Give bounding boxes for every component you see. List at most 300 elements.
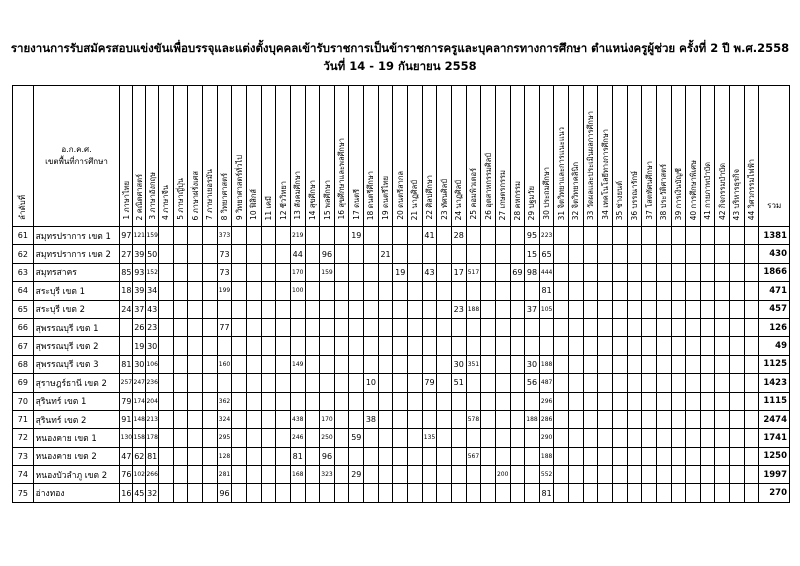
value-cell (598, 466, 613, 484)
value-cell: 578 (466, 410, 481, 428)
value-cell (320, 392, 335, 410)
value-cell (188, 447, 203, 465)
value-cell (715, 245, 730, 263)
value-cell (671, 392, 686, 410)
value-cell (349, 282, 364, 300)
value-cell (466, 282, 481, 300)
value-cell (700, 484, 715, 502)
value-cell (613, 263, 628, 281)
value-cell (437, 300, 452, 318)
value-cell: 290 (539, 429, 554, 447)
value-cell (320, 374, 335, 392)
header-area-line1: อ.ก.ค.ศ. (61, 145, 92, 154)
value-cell (481, 447, 496, 465)
value-cell (290, 484, 305, 502)
applicant-table (12, 85, 790, 503)
value-cell (642, 282, 657, 300)
value-cell: 159 (320, 263, 335, 281)
value-cell (451, 318, 466, 336)
value-cell (305, 466, 320, 484)
value-cell (700, 429, 715, 447)
row-number: 67 (13, 337, 34, 355)
value-cell (261, 410, 276, 428)
value-cell: 296 (539, 392, 554, 410)
value-cell (232, 318, 247, 336)
value-cell (730, 282, 745, 300)
value-cell: 79 (422, 374, 437, 392)
value-cell: 81 (539, 282, 554, 300)
value-cell: 23 (451, 300, 466, 318)
value-cell (554, 429, 569, 447)
value-cell (686, 484, 701, 502)
value-cell (730, 245, 745, 263)
value-cell (261, 447, 276, 465)
value-cell (451, 410, 466, 428)
value-cell (334, 355, 349, 373)
value-cell (495, 245, 510, 263)
value-cell (656, 282, 671, 300)
value-cell (744, 374, 759, 392)
value-cell: 81 (146, 447, 159, 465)
value-cell (510, 227, 525, 245)
value-cell (173, 392, 188, 410)
subject-header: 17 ดนตรี (349, 86, 364, 227)
value-cell (320, 337, 335, 355)
value-cell: 149 (290, 355, 305, 373)
value-cell (686, 410, 701, 428)
value-cell (642, 410, 657, 428)
value-cell (246, 392, 261, 410)
value-cell (583, 318, 598, 336)
row-number: 70 (13, 392, 34, 410)
value-cell: 18 (120, 282, 133, 300)
value-cell: 148 (133, 410, 146, 428)
subject-header: 44 วิศวกรรมไฟฟ้า (744, 86, 759, 227)
table-row (13, 245, 790, 263)
value-cell: 41 (422, 227, 437, 245)
area-name: หนองบัวลำภู เขต 2 (33, 466, 120, 484)
area-name: สระบุรี เขต 2 (33, 300, 120, 318)
value-cell: 170 (320, 410, 335, 428)
value-cell: 135 (422, 429, 437, 447)
value-cell (495, 374, 510, 392)
value-cell (554, 300, 569, 318)
value-cell (408, 282, 423, 300)
value-cell (730, 263, 745, 281)
value-cell (334, 447, 349, 465)
value-cell (583, 410, 598, 428)
value-cell (583, 282, 598, 300)
subject-header: 33 วัดผลและประเมินผลการศึกษา (583, 86, 598, 227)
area-name: สมุทรสาคร (33, 263, 120, 281)
header-total: รวม (759, 86, 790, 227)
value-cell (671, 484, 686, 502)
value-cell (481, 374, 496, 392)
row-total: 430 (759, 245, 790, 263)
value-cell (276, 318, 291, 336)
value-cell (261, 466, 276, 484)
value-cell (539, 337, 554, 355)
subject-header: 16 สุขศึกษาและพลศึกษา (334, 86, 349, 227)
row-total: 1741 (759, 429, 790, 447)
value-cell (203, 282, 218, 300)
value-cell (173, 410, 188, 428)
value-cell (408, 227, 423, 245)
value-cell (393, 318, 408, 336)
value-cell (730, 392, 745, 410)
value-cell (393, 374, 408, 392)
value-cell (627, 410, 642, 428)
value-cell (349, 263, 364, 281)
value-cell (744, 282, 759, 300)
value-cell (349, 337, 364, 355)
value-cell (642, 318, 657, 336)
subject-header: 19 ดนตรีไทย (378, 86, 393, 227)
value-cell (686, 429, 701, 447)
subject-header: 6 ภาษาฝรั่งเศส (188, 86, 203, 227)
value-cell: 323 (320, 466, 335, 484)
value-cell (232, 245, 247, 263)
subject-header: 13 สังคมศึกษา (290, 86, 305, 227)
value-cell (408, 374, 423, 392)
header-index: ลำดับที่ (13, 86, 34, 227)
value-cell (451, 282, 466, 300)
value-cell (642, 263, 657, 281)
value-cell (334, 484, 349, 502)
value-cell (203, 300, 218, 318)
subject-header: 1 ภาษาไทย (120, 86, 133, 227)
value-cell (334, 337, 349, 355)
value-cell (569, 410, 584, 428)
value-cell (525, 484, 540, 502)
value-cell (671, 374, 686, 392)
value-cell (188, 466, 203, 484)
value-cell (613, 337, 628, 355)
value-cell (217, 300, 232, 318)
value-cell (203, 355, 218, 373)
value-cell: 81 (539, 484, 554, 502)
row-total: 457 (759, 300, 790, 318)
value-cell: 62 (133, 447, 146, 465)
value-cell (188, 227, 203, 245)
value-cell (393, 392, 408, 410)
value-cell (495, 429, 510, 447)
value-cell (203, 466, 218, 484)
value-cell (349, 410, 364, 428)
value-cell (246, 484, 261, 502)
subject-header: 9 วิทยาศาสตร์ทั่วไป (232, 86, 247, 227)
value-cell (744, 300, 759, 318)
value-cell (364, 392, 379, 410)
value-cell (744, 245, 759, 263)
subject-header: 35 ช่างยนต์ (613, 86, 628, 227)
value-cell: 39 (133, 282, 146, 300)
value-cell: 152 (146, 263, 159, 281)
subject-header: 25 คอมพิวเตอร์ (466, 86, 481, 227)
value-cell (188, 337, 203, 355)
value-cell (173, 318, 188, 336)
value-cell (159, 447, 174, 465)
value-cell (261, 263, 276, 281)
value-cell: 27 (120, 245, 133, 263)
value-cell (569, 337, 584, 355)
value-cell (715, 355, 730, 373)
value-cell (437, 392, 452, 410)
value-cell: 121 (133, 227, 146, 245)
value-cell (656, 392, 671, 410)
value-cell (159, 466, 174, 484)
value-cell (481, 318, 496, 336)
value-cell: 73 (217, 263, 232, 281)
value-cell (437, 429, 452, 447)
subject-header: 21 นาฏศิลป์ (408, 86, 423, 227)
row-number: 69 (13, 374, 34, 392)
value-cell (656, 429, 671, 447)
value-cell (422, 410, 437, 428)
value-cell (422, 392, 437, 410)
value-cell (583, 429, 598, 447)
value-cell: 91 (120, 410, 133, 428)
subject-header: 28 คหกรรม (510, 86, 525, 227)
value-cell (525, 447, 540, 465)
value-cell (378, 227, 393, 245)
table-row (13, 410, 790, 428)
value-cell: 21 (378, 245, 393, 263)
value-cell (686, 227, 701, 245)
row-number: 61 (13, 227, 34, 245)
subject-header: 18 ดนตรีศึกษา (364, 86, 379, 227)
value-cell (246, 410, 261, 428)
report-date: วันที่ 14 - 19 กันยายน 2558 (323, 59, 477, 73)
value-cell (598, 318, 613, 336)
subject-header: 23 ทัศนศิลป์ (437, 86, 452, 227)
value-cell (276, 245, 291, 263)
value-cell (276, 410, 291, 428)
value-cell (613, 227, 628, 245)
value-cell (364, 245, 379, 263)
value-cell (715, 484, 730, 502)
value-cell (481, 263, 496, 281)
value-cell (671, 337, 686, 355)
value-cell (495, 410, 510, 428)
value-cell (613, 466, 628, 484)
value-cell (378, 447, 393, 465)
value-cell: 105 (539, 300, 554, 318)
value-cell (188, 263, 203, 281)
header-area (33, 86, 120, 227)
value-cell (232, 227, 247, 245)
subject-header: 40 การศึกษาพิเศษ (686, 86, 701, 227)
value-cell (276, 392, 291, 410)
table-row (13, 227, 790, 245)
value-cell (510, 466, 525, 484)
value-cell (715, 337, 730, 355)
value-cell (700, 282, 715, 300)
value-cell (481, 484, 496, 502)
value-cell (730, 337, 745, 355)
value-cell (261, 355, 276, 373)
value-cell (700, 300, 715, 318)
value-cell (188, 245, 203, 263)
subject-header: 37 โสตทัศนศึกษา (642, 86, 657, 227)
value-cell (437, 337, 452, 355)
value-cell (203, 429, 218, 447)
value-cell: 26 (133, 318, 146, 336)
value-cell (686, 355, 701, 373)
value-cell (627, 392, 642, 410)
value-cell: 19 (349, 227, 364, 245)
value-cell: 76 (120, 466, 133, 484)
value-cell: 96 (320, 447, 335, 465)
value-cell (744, 410, 759, 428)
value-cell: 223 (539, 227, 554, 245)
value-cell (656, 410, 671, 428)
subject-header: 32 จิตวิทยาคลินิก (569, 86, 584, 227)
value-cell (188, 355, 203, 373)
value-cell (276, 227, 291, 245)
value-cell (203, 263, 218, 281)
value-cell (334, 300, 349, 318)
value-cell (393, 447, 408, 465)
value-cell (730, 466, 745, 484)
value-cell (159, 429, 174, 447)
value-cell (246, 466, 261, 484)
value-cell (173, 355, 188, 373)
value-cell (334, 318, 349, 336)
value-cell (510, 392, 525, 410)
value-cell (276, 355, 291, 373)
value-cell (261, 484, 276, 502)
value-cell (642, 392, 657, 410)
value-cell (671, 447, 686, 465)
value-cell: 130 (120, 429, 133, 447)
area-name: สมุทรปราการ เขต 2 (33, 245, 120, 263)
value-cell (642, 355, 657, 373)
value-cell (159, 392, 174, 410)
value-cell (261, 318, 276, 336)
value-cell: 517 (466, 263, 481, 281)
value-cell: 56 (525, 374, 540, 392)
area-name: สุราษฎร์ธานี เขต 2 (33, 374, 120, 392)
value-cell (569, 318, 584, 336)
value-cell (173, 227, 188, 245)
value-cell: 158 (133, 429, 146, 447)
area-name: สมุทรปราการ เขต 1 (33, 227, 120, 245)
value-cell (290, 300, 305, 318)
value-cell (320, 484, 335, 502)
value-cell: 236 (146, 374, 159, 392)
value-cell (510, 300, 525, 318)
value-cell (290, 392, 305, 410)
value-cell: 23 (146, 318, 159, 336)
value-cell (451, 429, 466, 447)
value-cell: 96 (217, 484, 232, 502)
value-cell: 188 (466, 300, 481, 318)
row-total: 1423 (759, 374, 790, 392)
value-cell (583, 447, 598, 465)
value-cell (437, 282, 452, 300)
value-cell (744, 227, 759, 245)
value-cell: 39 (133, 245, 146, 263)
value-cell (495, 355, 510, 373)
value-cell (334, 374, 349, 392)
subject-header: 4 ภาษาจีน (159, 86, 174, 227)
value-cell (715, 392, 730, 410)
value-cell (276, 484, 291, 502)
value-cell (554, 263, 569, 281)
value-cell: 29 (349, 466, 364, 484)
subject-header: 30 ประถมศึกษา (539, 86, 554, 227)
subject-header: 26 อุตสาหกรรมศิลป์ (481, 86, 496, 227)
value-cell (627, 245, 642, 263)
value-cell (188, 374, 203, 392)
value-cell: 79 (120, 392, 133, 410)
value-cell: 96 (320, 245, 335, 263)
row-number: 73 (13, 447, 34, 465)
value-cell (173, 374, 188, 392)
value-cell: 204 (146, 392, 159, 410)
value-cell: 16 (120, 484, 133, 502)
value-cell: 30 (133, 355, 146, 373)
area-name: สุพรรณบุรี เขต 1 (33, 318, 120, 336)
subject-header: 5 ภาษาญี่ปุ่น (173, 86, 188, 227)
value-cell: 19 (393, 263, 408, 281)
value-cell (730, 484, 745, 502)
value-cell (686, 337, 701, 355)
value-cell (744, 484, 759, 502)
value-cell (569, 374, 584, 392)
row-total: 1997 (759, 466, 790, 484)
value-cell: 65 (539, 245, 554, 263)
value-cell: 100 (290, 282, 305, 300)
value-cell (393, 245, 408, 263)
value-cell (481, 355, 496, 373)
value-cell: 17 (451, 263, 466, 281)
value-cell (364, 484, 379, 502)
value-cell (437, 374, 452, 392)
value-cell (510, 447, 525, 465)
value-cell (120, 337, 133, 355)
value-cell (334, 263, 349, 281)
value-cell (393, 282, 408, 300)
value-cell: 85 (120, 263, 133, 281)
value-cell (393, 355, 408, 373)
value-cell (583, 392, 598, 410)
value-cell (656, 355, 671, 373)
value-cell (305, 355, 320, 373)
table-row (13, 355, 790, 373)
value-cell (583, 355, 598, 373)
subject-header: 20 ดนตรีสากล (393, 86, 408, 227)
value-cell (188, 429, 203, 447)
value-cell (715, 374, 730, 392)
value-cell (744, 466, 759, 484)
value-cell (686, 466, 701, 484)
value-cell (627, 447, 642, 465)
value-cell (671, 318, 686, 336)
value-cell (715, 300, 730, 318)
value-cell (408, 355, 423, 373)
value-cell (744, 392, 759, 410)
value-cell: 250 (320, 429, 335, 447)
value-cell: 44 (290, 245, 305, 263)
value-cell (554, 227, 569, 245)
value-cell: 199 (217, 282, 232, 300)
value-cell (378, 355, 393, 373)
value-cell (627, 227, 642, 245)
value-cell (378, 282, 393, 300)
value-cell (481, 337, 496, 355)
